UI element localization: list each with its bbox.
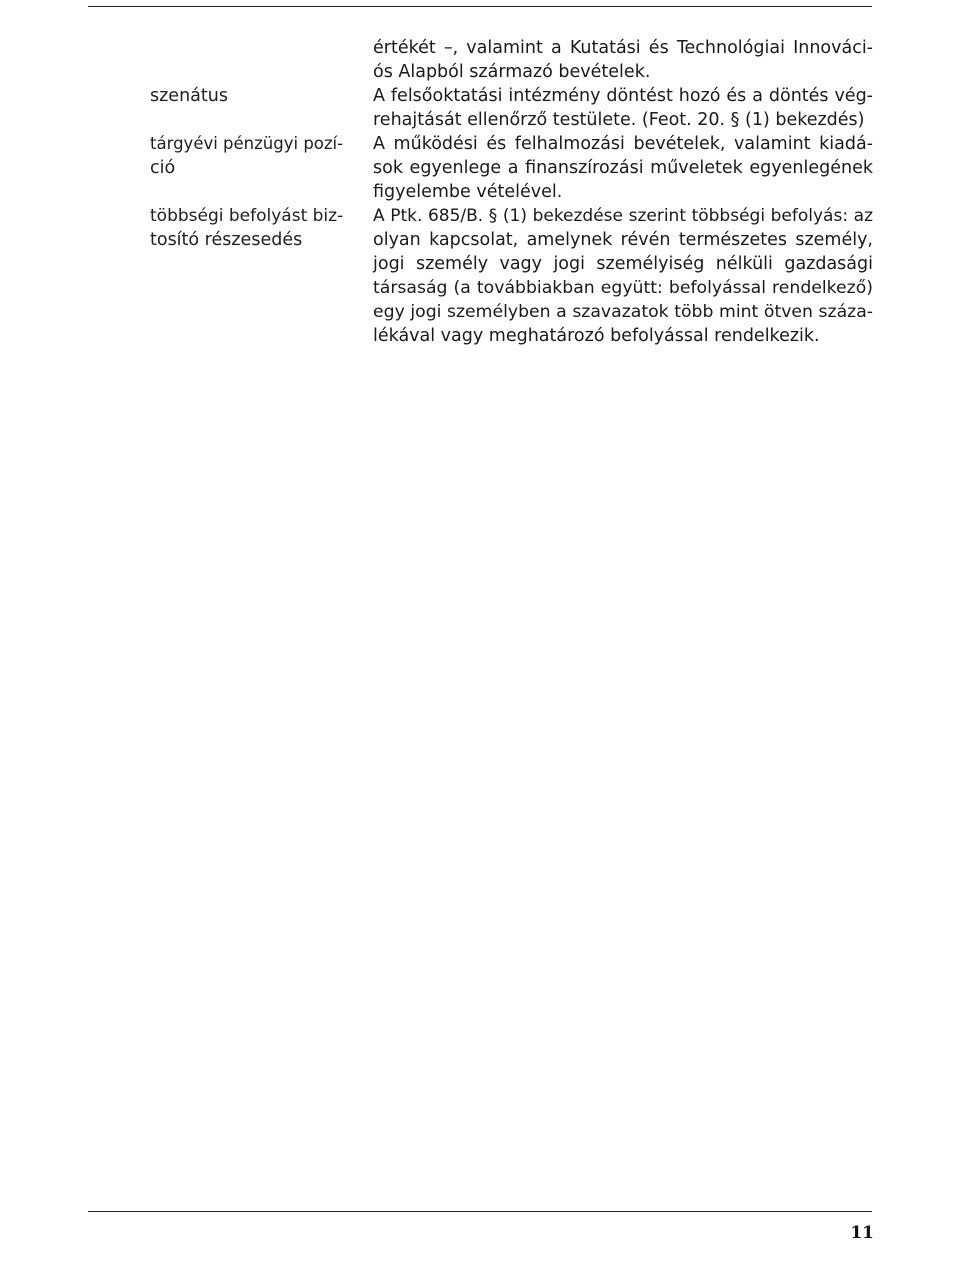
term-line: többségi befolyást biz-	[150, 206, 344, 226]
text-line: A működési és felhalmozási bevételek, valamint kiadá-	[373, 134, 873, 154]
definition-text	[373, 36, 873, 84]
page-number: 11	[850, 1223, 874, 1243]
text-line: egy jogi személyben a szavazatok több mint ötven száza-	[373, 302, 873, 322]
term-text	[150, 204, 345, 252]
text-line: jogi személy vagy jogi személyiség nélküli gazdasági	[373, 254, 873, 274]
term-line: szenátus	[150, 86, 228, 106]
term-line: ció	[150, 158, 176, 178]
text-line: A felsőoktatási intézmény döntést hozó és a döntés vég-	[373, 86, 873, 106]
text-line: ós Alapból származó bevételek.	[373, 62, 651, 82]
term-text	[150, 84, 345, 108]
text-line: társaság (a továbbiakban együtt: befolyással rendelkező)	[373, 278, 873, 298]
term-line: tárgyévi pénzügyi pozí-	[150, 134, 344, 153]
definition-text	[373, 84, 873, 132]
term-line: tosító részesedés	[150, 230, 303, 250]
header-rule	[88, 6, 872, 7]
text-line: olyan kapcsolat, amelynek révén természetes személy,	[373, 230, 873, 250]
term-text	[150, 132, 345, 180]
definition-text	[373, 204, 873, 348]
text-line: A Ptk. 685/B. § (1) bekezdése szerint többségi befolyás: az	[373, 206, 873, 226]
text-line: értékét –, valamint a Kutatási és Technológiai Innováci-	[373, 38, 873, 58]
text-line: sok egyenlege a finanszírozási műveletek egyenlegének	[373, 158, 873, 178]
footer-rule	[88, 1211, 872, 1212]
definition-text	[373, 132, 873, 204]
text-line: lékával vagy meghatározó befolyással rendelkezik.	[373, 326, 820, 346]
text-line: figyelembe vételével.	[373, 182, 563, 202]
text-line: rehajtását ellenőrző testülete. (Feot. 20. § (1) bekezdés)	[373, 110, 865, 130]
